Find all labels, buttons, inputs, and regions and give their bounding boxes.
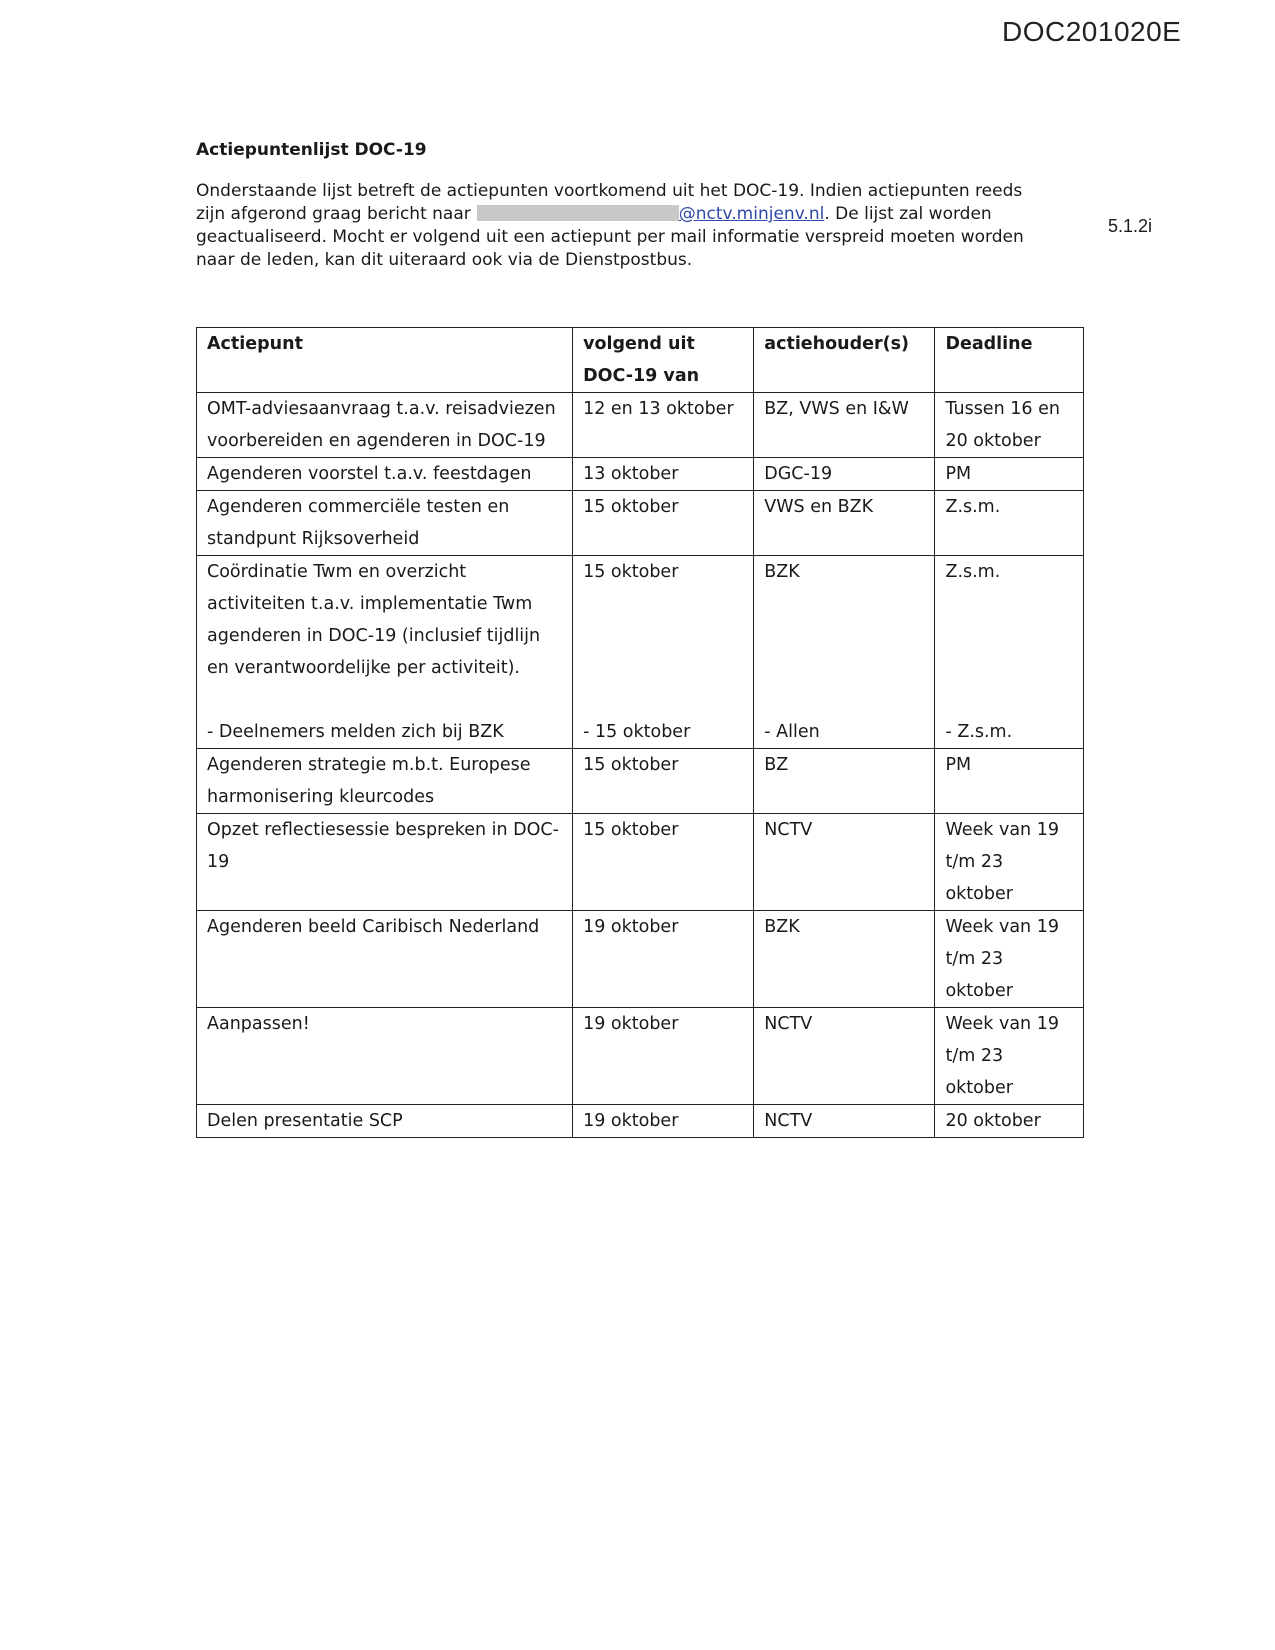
cell-volgend-uit: 19 oktober xyxy=(573,1105,754,1138)
email-link[interactable]: @nctv.minjenv.nl xyxy=(678,204,825,224)
table-row xyxy=(197,749,1084,814)
table-row xyxy=(197,393,1084,458)
cell-deadline xyxy=(935,556,1084,749)
redaction-code: 5.1.2i xyxy=(1108,216,1153,236)
table-row xyxy=(197,458,1084,491)
intro-line-4: naar de leden, kan dit uiteraard ook via de Dienstpostbus. xyxy=(196,250,693,270)
cell-actiehouders: NCTV xyxy=(754,814,935,911)
cell-deadline: Week van 19 t/m 23 oktober xyxy=(935,911,1084,1008)
cell-volgend-uit-main: 15 oktober xyxy=(583,562,679,582)
header-actiepunt: Actiepunt xyxy=(197,328,573,393)
cell-volgend-uit: 19 oktober xyxy=(573,1008,754,1105)
cell-deadline: PM xyxy=(935,749,1084,814)
cell-actiepunt: Agenderen strategie m.b.t. Europese harmonisering kleurcodes xyxy=(197,749,573,814)
cell-volgend-uit: 15 oktober xyxy=(573,749,754,814)
cell-deadline: Z.s.m. xyxy=(935,491,1084,556)
intro-line-2-prefix: zijn afgerond graag bericht naar xyxy=(196,204,471,224)
cell-deadline: Week van 19 t/m 23 oktober xyxy=(935,1008,1084,1105)
cell-actiepunt xyxy=(197,556,573,749)
cell-volgend-uit-sub: - 15 oktober xyxy=(583,722,691,742)
cell-actiepunt: Delen presentatie SCP xyxy=(197,1105,573,1138)
table-row xyxy=(197,1008,1084,1105)
cell-actiehouders-sub: - Allen xyxy=(764,722,820,742)
cell-deadline: Tussen 16 en 20 oktober xyxy=(935,393,1084,458)
redacted-block xyxy=(477,205,679,221)
cell-actiehouders: VWS en BZK xyxy=(754,491,935,556)
cell-deadline: Week van 19 t/m 23 oktober xyxy=(935,814,1084,911)
table-row xyxy=(197,556,1084,749)
cell-deadline: 20 oktober xyxy=(935,1105,1084,1138)
action-table xyxy=(196,327,1084,1138)
cell-actiehouders: NCTV xyxy=(754,1105,935,1138)
intro-line-1: Onderstaande lijst betreft de actiepunten voortkomend uit het DOC-19. Indien actiepunten reeds xyxy=(196,181,1023,201)
header-volgend-uit: volgend uit DOC-19 van xyxy=(573,328,754,393)
header-actiehouders: actiehouder(s) xyxy=(754,328,935,393)
cell-actiehouders: DGC-19 xyxy=(754,458,935,491)
table-row xyxy=(197,911,1084,1008)
cell-actiehouders: BZK xyxy=(754,911,935,1008)
cell-actiepunt: Aanpassen! xyxy=(197,1008,573,1105)
cell-volgend-uit: 19 oktober xyxy=(573,911,754,1008)
cell-volgend-uit: 12 en 13 oktober xyxy=(573,393,754,458)
table-row xyxy=(197,814,1084,911)
cell-actiehouders: BZ xyxy=(754,749,935,814)
cell-deadline-main: Z.s.m. xyxy=(945,562,1001,582)
intro-line-2 xyxy=(196,203,1076,226)
intro-line-2-suffix: . De lijst zal worden xyxy=(824,204,992,224)
intro-paragraph xyxy=(196,180,1076,272)
cell-actiepunt: Opzet reflectiesessie bespreken in DOC-19 xyxy=(197,814,573,911)
cell-actiepunt: OMT-adviesaanvraag t.a.v. reisadviezen voorbereiden en agenderen in DOC-19 xyxy=(197,393,573,458)
cell-volgend-uit xyxy=(573,556,754,749)
cell-volgend-uit: 15 oktober xyxy=(573,814,754,911)
table-row xyxy=(197,1105,1084,1138)
cell-volgend-uit: 15 oktober xyxy=(573,491,754,556)
cell-actiepunt-sub: - Deelnemers melden zich bij BZK xyxy=(207,722,504,742)
table-header-row xyxy=(197,328,1084,393)
cell-actiehouders: NCTV xyxy=(754,1008,935,1105)
intro-line-3: geactualiseerd. Mocht er volgend uit een actiepunt per mail informatie verspreid moeten worden xyxy=(196,227,1024,247)
header-deadline: Deadline xyxy=(935,328,1084,393)
cell-actiepunt: Agenderen beeld Caribisch Nederland xyxy=(197,911,573,1008)
cell-actiepunt: Agenderen voorstel t.a.v. feestdagen xyxy=(197,458,573,491)
cell-actiehouders xyxy=(754,556,935,749)
cell-deadline: PM xyxy=(935,458,1084,491)
cell-volgend-uit: 13 oktober xyxy=(573,458,754,491)
cell-actiepunt: Agenderen commerciële testen en standpunt Rijksoverheid xyxy=(197,491,573,556)
cell-actiepunt-main: Coördinatie Twm en overzicht activiteiten t.a.v. implementatie Twm agenderen in DOC-19 (inclusief tijdlijn en verantwoordelijke per activiteit). xyxy=(207,562,541,678)
table-row xyxy=(197,491,1084,556)
cell-actiehouders-main: BZK xyxy=(764,562,800,582)
document-code: DOC201020E xyxy=(1002,16,1182,47)
cell-deadline-sub: - Z.s.m. xyxy=(945,722,1013,742)
page-title: Actiepuntenlijst DOC-19 xyxy=(196,140,427,160)
cell-actiehouders: BZ, VWS en I&W xyxy=(754,393,935,458)
